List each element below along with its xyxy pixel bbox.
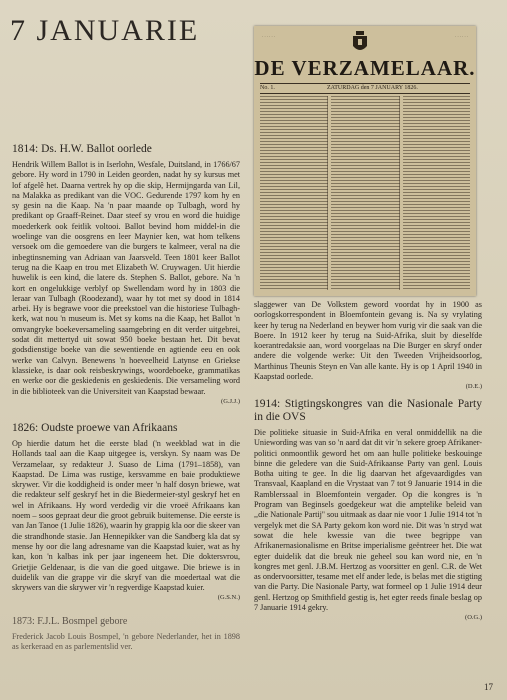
section-heading: 1914: Stigtingskongres van die Nasionale Party in die OVS	[254, 398, 482, 423]
newspaper-dateline	[260, 83, 470, 94]
signature: (G.S.N.)	[217, 594, 240, 602]
section-text: slaggewer van De Volkstem geword voordat hy in 1900 as oorlogskorrespondent in Bloemfontein gevang is. Na sy vrylating keer hy terug na Nederland en beywer hom vurig vir die saak van die Boere. In 1912 keer hy terug na Suid-Afrika, sluit by dieselfde koerantredaksie aan, word voorgelaas na Die Burger en skryf onder andere die volgende werke: Uit den Tweeden Vrijheidsoorlog, Marthinus Theunis Steyn en Van alle kante. Hy is op 1 April 1940 in Kaapstad oorlede.	[254, 300, 482, 382]
newspaper-top-left-text: · · · · · ·	[262, 34, 275, 39]
newspaper-date: ZATURDAG den 7 JANUARY 1826.	[326, 85, 418, 91]
section-text: Op hierdie datum het die eerste blad ('n weekblad wat in die Hollands taal aan die Kaap uitgegee is, verskyn. Sy naam was De Verzamelaar, sy redakteur J. Suaso de Lima (1791–1858), van Kaapstad. De Lima was rustige, kersvamme en baie produktiewe skrywer. Vir die koddigheid is onder meer 'n half dosyn briewe, wat die redakteur self geskryf het in die Biedermeier-styl geskryf het en wel in Afrikaans. Hy word verdedig vir die vroeë Afrikaans kan noem – soos gepraat deur die groot gebruik buitemense. Die eerste is van Jan Tanoe (1 Julie 1826), waarin hy grappig kla oor die skeer van die strandhonde stasie. Jan Hennepikker van die Sandberg kla dat sy mense hy oor die lang adresname van die Kaapstad kuier, wat as hy kan, kon 'n kalbas ink per jaar ingeneem het. Die doktersvrou, Grietjie Geldenaar, is die van die goed uitgawe. Die briewe is in duidelik van die grappe vir die skryf van die moedertaal wat die skrywers van die skrywer vir 'n regverdige Kaapstad kuier.	[12, 439, 241, 593]
crest-icon	[350, 30, 370, 56]
newspaper-title: DE VERZAMELAAR.	[254, 56, 476, 80]
page-title: 7 JANUARIE	[10, 14, 200, 47]
newspaper-column	[331, 96, 399, 290]
section-proewe	[12, 422, 240, 604]
newspaper-columns	[260, 96, 470, 290]
signature: (O.G.)	[465, 614, 482, 622]
newspaper-image	[254, 26, 476, 296]
section-ballot	[12, 143, 240, 407]
newspaper-column	[403, 96, 470, 290]
section-heading: 1873: F.J.L. Bosmpel gebore	[12, 616, 128, 627]
newspaper-number: No. 1.	[260, 85, 275, 91]
section-volkstem	[254, 300, 482, 393]
section-text: Die politieke situasie in Suid-Afrika en veral onmiddellik na die Uniewording was van so 'n aard dat dit vir 'n sekere groep Afrikaner-politici onmoontlik geword het om aan hulle politieke beskouinge binne die geledere van die Suid-Afrikaanse Party van genl. Louis Botha uiting te gee. In die lig daarvan het afgevaardigdes van Transvaal, Kaapland en die Vrystaat van 7 tot 9 Januarie 1914 in die Ramblerssaal in Bloemfontein vergader. Op die kongres is 'n Program van Beginsels goedgekeur wat die amptelike beleid van ,,die Nationale Partij'' sou uitmaak as daar nie voor 1 Julie 1914 tot 'n vergelyk met die SA Party gekom kon word nie. Dit was 'n stryd wat sowat die hele kwessie van die twee begrippe van Afrikanernasionalisme en Britse imperialisme geëntreer het. Die wat egter duidelik dat die breuk nie geheel sou kan word nie, en 'n kongres met genl. J.B.M. Hertzog as voorsitter en genl. C.R. de Wet as ondervoorsitter, tesame met elf ander lede, is belas met die stigting van die Party. Die Nasionale Party, wat formeel op 1 Julie 1914 deur genl. Hertzog op Smithfield gestig is, het egter reeds finale beslag op 7 Januarie 1914 gekry.	[254, 428, 482, 613]
section-text: Frederick Jacob Louis Bosmpel, 'n gebore Nederlander, het in 1898 as kerkeraad en as parlementslid ver.	[12, 632, 240, 652]
signature: (D.E.)	[465, 383, 482, 391]
section-heading: 1826: Oudste proewe van Afrikaans	[12, 422, 178, 434]
newspaper-column	[260, 96, 328, 290]
section-text: Hendrik Willem Ballot is in Iserlohn, Wesfale, Duitsland, in 1766/67 gebore. Hy word in 1790 in Leiden georden, nadat hy sy kursus met lof afgelê het. Daarna vertrek hy op die skip, Hermijngarda van Lil, na Malakka as predikant van die VOC. Gedurende 1797 kom hy en sy gesin na die Kaap. Na 'n paar maande op Tulbagh, word hy predikant op Graaff-Reinet. Daar steef sy vrou en word die huidige moederkerk ook feitlik voltooi. Ballot bevind hom middel-in die woelinge van die oosgrens en leer Maynier ken, wat hom telkens versoek om die gemoedere van die burgers te kalmeer, veral na die inbegtinsneming van Adriaan van Jaarsveld. Teen 1801 keer Ballot terug na die Kaap en trou met Elizabeth W. Cruywagen. Uit hierdie huwelik is een kind, die latere ds. Stephen S. Ballot, gebore. Na 'n kort en ongelukkige verblyf op Swellendam word hy in 1803 die leraar van Tulbagh (Roodezand), waar hy tot met sy dood in 1814 arbei. Hy is begrawe voor die preekstoel van die historiese Tulbagh-kerk, wat nou 'n museum is. Met sy koms na die Kaap, het Ballot 'n omvangryke boekeversameling saamgebring en dit verder uitgebrei, sodat dit mettertyd uit sowat 950 boeke bestaan het. Dit bevat godsdienstige boeke van die sewentiende en agtiende eeu en ook werke van Calvyn. Benewens 'n hoeveelheid Latynse en Griekse klassieke, is daar ook reisbeskrywings, woordeboeke, grammatikas en werke oor die geskiedenis en geskiedenis. Die versameling word in die biblioteek van die Universiteit van Kaapstad bewaar.	[12, 160, 240, 396]
newspaper-top-right-text: · · · · · ·	[455, 34, 468, 39]
signature: (G.J.J.)	[221, 397, 240, 405]
section-heading: 1814: Ds. H.W. Ballot oorlede	[12, 143, 152, 155]
section-faded	[12, 616, 240, 653]
section-nasionale	[254, 398, 482, 624]
page-number: 17	[484, 682, 493, 692]
